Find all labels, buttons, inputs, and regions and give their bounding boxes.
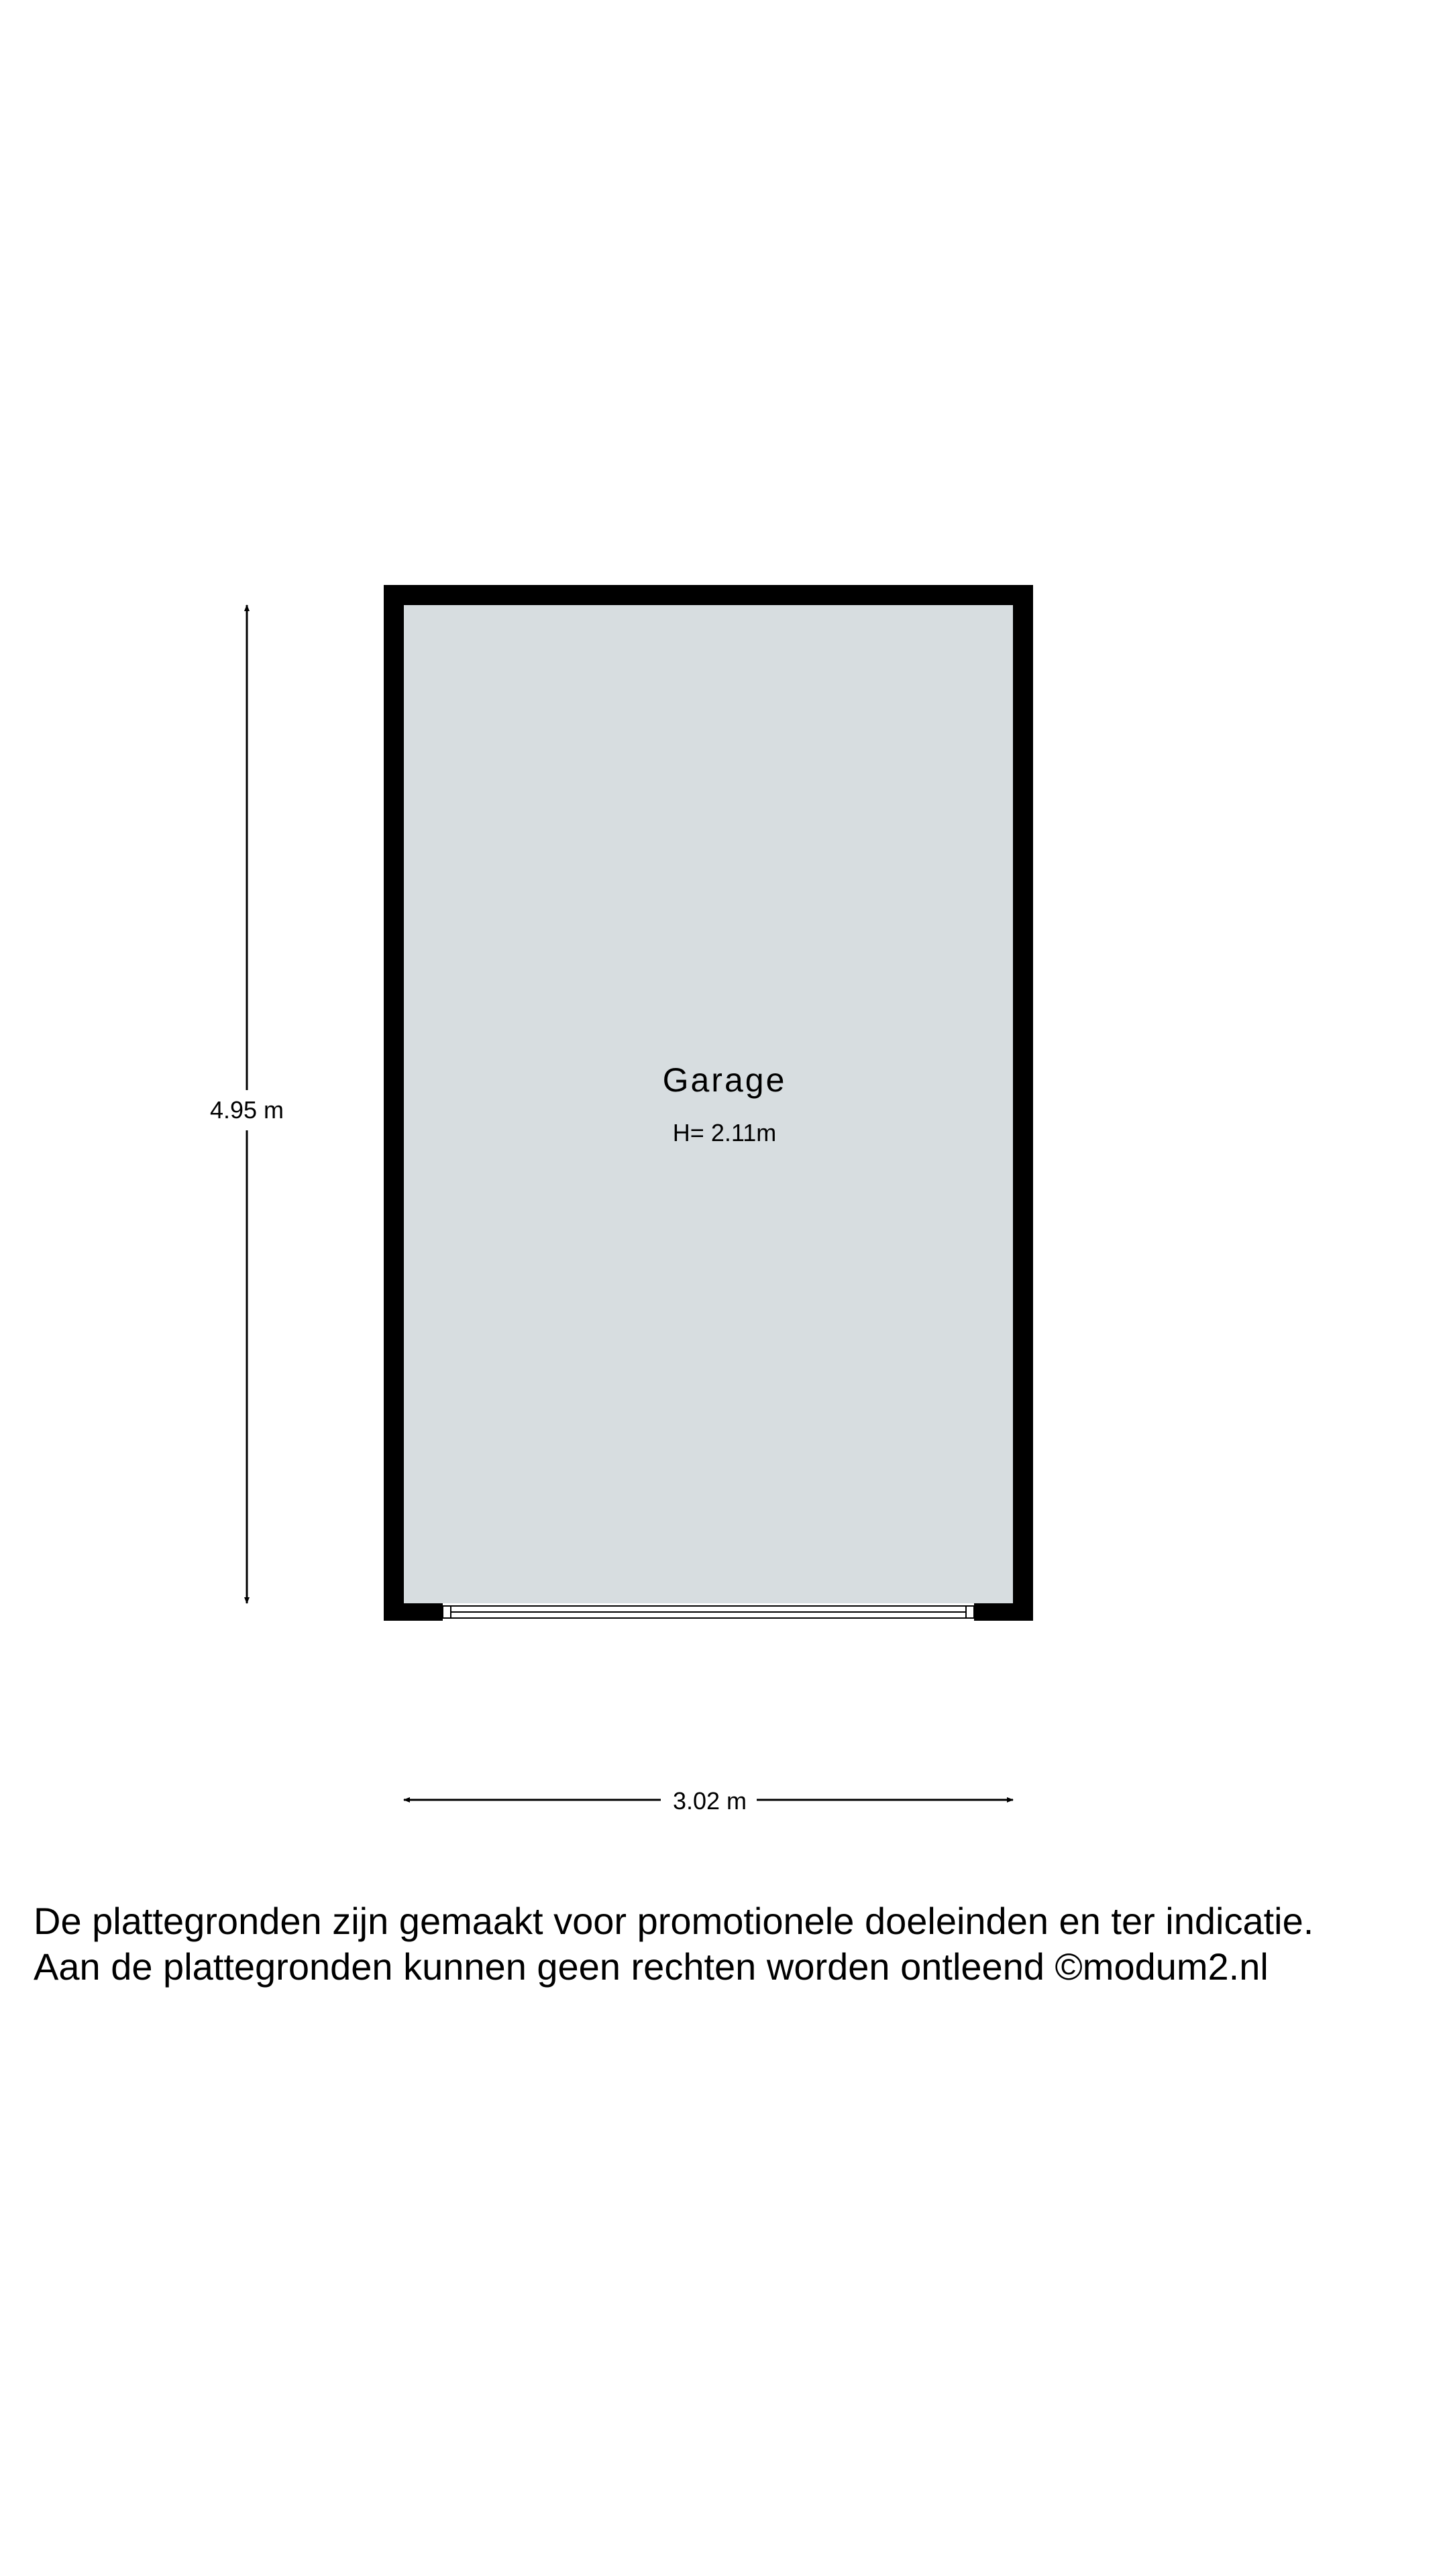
disclaimer <box>34 1898 1429 1990</box>
wall-right <box>1013 585 1033 1621</box>
wall-bottom-left-stub <box>384 1603 443 1621</box>
width-label: 3.02 m <box>672 1787 747 1815</box>
wall-top <box>384 585 1033 605</box>
room-name: Garage <box>662 1061 787 1099</box>
garage-floor <box>404 605 1013 1603</box>
length-dimension <box>210 605 284 1603</box>
wall-left <box>384 585 404 1621</box>
disclaimer-line-1: De plattegronden zijn gemaakt voor promotionele doeleinden en ter indicatie. <box>34 1900 1314 1942</box>
room-height: H= 2.11m <box>672 1119 777 1146</box>
disclaimer-line-2: Aan de plattegronden kunnen geen rechten worden ontleend ©modum2.nl <box>34 1945 1269 1988</box>
length-label: 4.95 m <box>209 1096 284 1124</box>
garage-door <box>443 1606 974 1618</box>
width-dimension <box>404 1787 1013 1815</box>
wall-bottom-right-stub <box>974 1603 1033 1621</box>
